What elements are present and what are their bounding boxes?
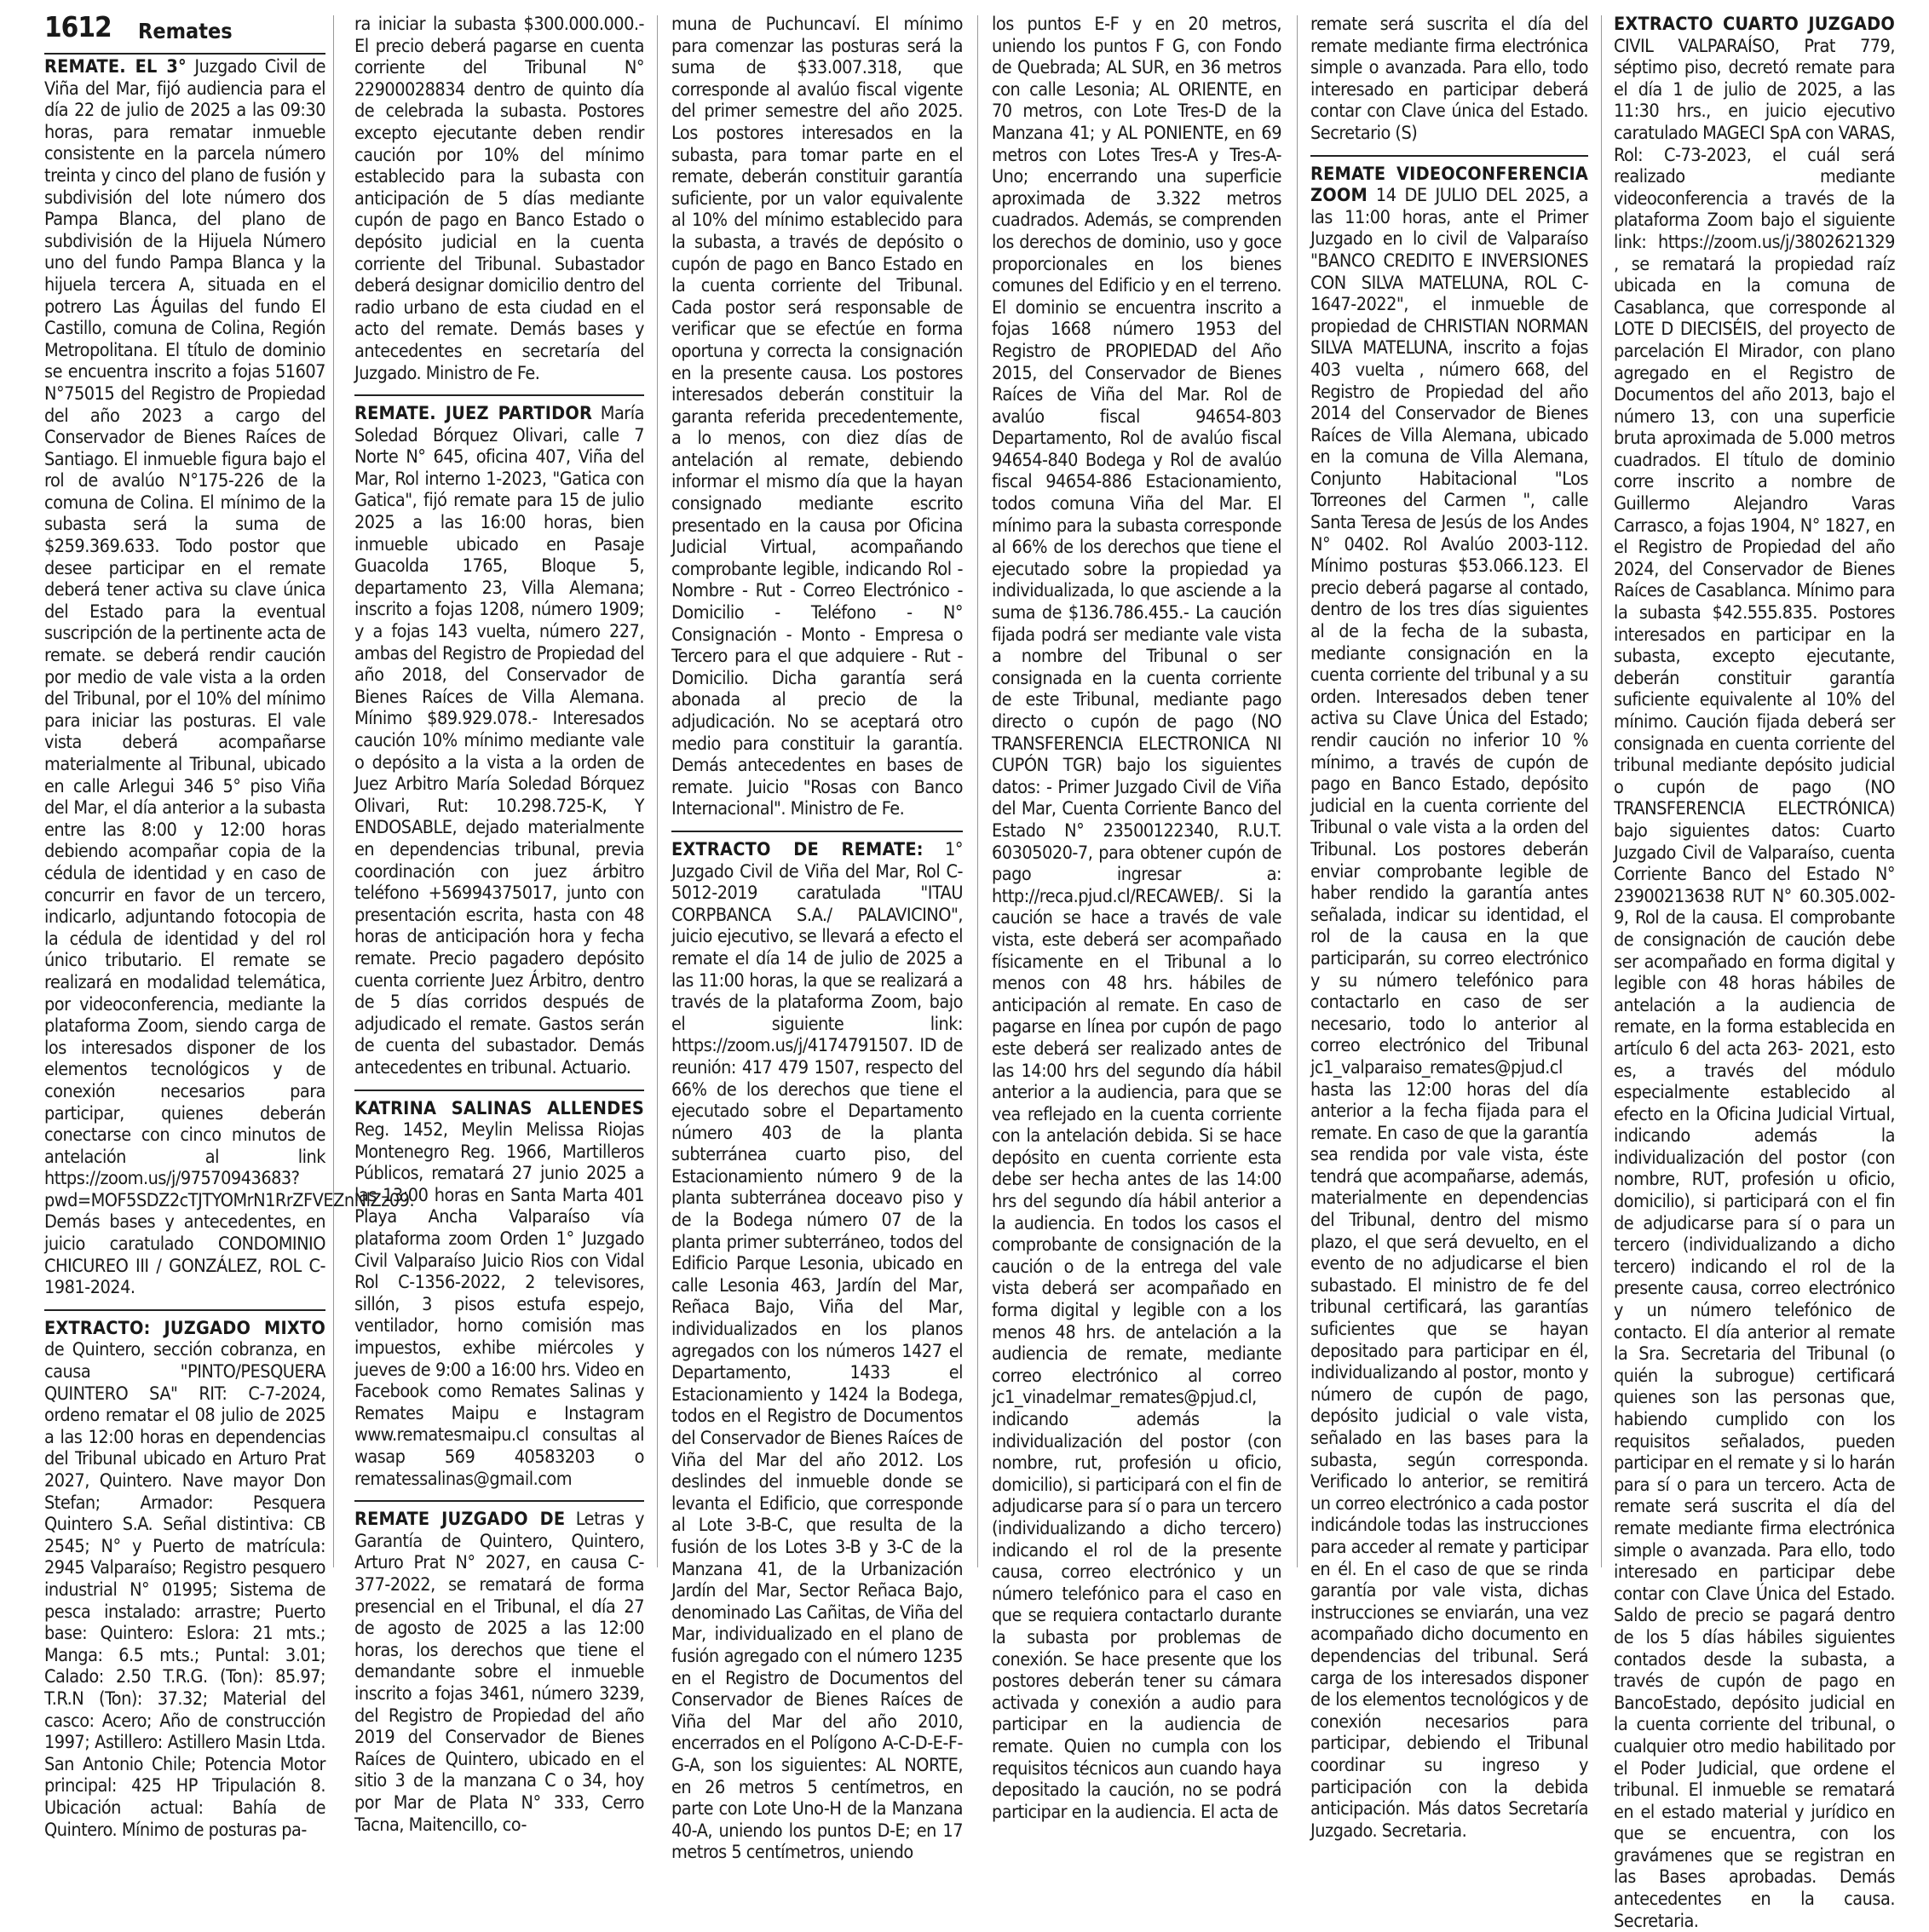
column-1 — [44, 56, 415, 1841]
notice-body: muna de Puchuncaví. El mínimo para comenzar las posturas será la suma de $33.007.318, que corresponde al avalúo fiscal vigente del primer semestre del año 2025. Los postores interesados en la subasta, para tomar parte en el remate, deberán constituir garantía suficiente, por un valor equivalente al 10% del mínimo establecido para la subasta, a través de depósito o cupón de pago en Banco Estado en la cuenta corriente del Tribunal. Cada postor será responsable de verificar que se efectúe en forma oportuna y correcta la consignación en la presente causa. Los postores interesados deberán constituir la garanta referida precedentemente, a lo menos, con diez días de antelación al remate, debiendo informar el mismo día que la hayan consignado mediante escrito presentado en la causa por Oficina Judicial Virtual, acompañando comprobante legible, indicando Rol - Nombre - Rut - Correo Electrónico - Domicilio - Teléfono - N° Consignación - Monto - Empresa o Tercero para el que adquiere - Rut - Domicilio. Dicha garantía será abonada al precio de la adjudicación. No se aceptará otro medio para constituir la garantía. Demás antecedentes en bases de remate. Juicio "Rosas con Banco Internacional". Ministro de Fe. — [671, 14, 963, 820]
notice-headline: EXTRACTO DE REMATE: — [671, 838, 924, 860]
notice — [354, 1509, 644, 1836]
notice-separator — [354, 394, 644, 396]
notice-body: 1° Juzgado Civil de Viña del Mar, Rol C-5012-2019 caratulada "ITAU CORPBANCA S.A./ PALAVICINO", juicio ejecutivo, se llevará a efecto el remate el día 14 de julio de 2025 a las 11:00 horas, la que se realizará a través de la plataforma Zoom, bajo el siguiente link: https://zoom.us/j/4174791507. ID de reunión: 417 479 1507, respecto del 66% de los derechos que tiene el ejecutado sobre el Departamento número 403 de la planta subterránea cuarto piso, del Estacionamiento número 9 de la planta subterránea doceavo piso y de la Bodega número 07 de la planta primer subterráneo, todos del Edificio Parque Lesonia, ubicado en calle Lesonia 463, Jardín del Mar, Reñaca Bajo, Viña del Mar, individualizados en los planos agregados con los números 1427 el Departamento, 1433 el Estacionamiento y 1424 la Bodega, todos en el Registro de Documentos del Conservador de Bienes Raíces de Viña del Mar del año 2012. Los deslindes del inmueble donde se levanta el Edificio, que corresponde al Lote 3-B-C, que resulta de la fusión de los Lotes 3-B y 3-C de la Manzana 41, de la Urbanización Jardín del Mar, Sector Reñaca Bajo, denominado Las Cañitas, de Viña del Mar, individualizado en el plano de fusión agregado con el número 1235 en el Registro de Documentos del Conservador de Bienes Raíces de Viña del Mar del año 2010, encerrados en el Polígono A-C-D-E-F-G-A, son los siguientes: AL NORTE, en 26 metros 5 centímetros, en parte con Lote Uno-H de la Manzana 40-A, uniendo los puntos D-E; en 17 metros 5 centímetros, uniendo — [671, 838, 963, 1864]
notice-headline: REMATE VIDEOCONFERENCIA ZOOM — [1310, 163, 1588, 207]
column-3 — [671, 14, 963, 1864]
notice — [1310, 14, 1588, 145]
notice-headline: EXTRACTO CUARTO JUZGADO — [1614, 14, 1895, 35]
notice — [44, 1318, 325, 1841]
notice-body: remate será suscrita el día del remate mediante firma electrónica simple o avanzada. Para ello, todo interesado en participar deberá contar con Clave única del Estado. Secretario (S) — [1310, 14, 1588, 144]
column-divider — [1601, 15, 1602, 1567]
notice — [671, 14, 963, 820]
notice — [1614, 14, 1895, 1932]
notice-headline: KATRINA SALINAS ALLENDES — [354, 1097, 644, 1119]
section-title: Remates — [138, 19, 233, 43]
header-rule — [44, 53, 325, 55]
column-divider — [1297, 15, 1298, 1567]
notice — [354, 1098, 644, 1491]
column-divider — [657, 15, 658, 1567]
notice — [671, 839, 963, 1864]
notice-separator — [1310, 155, 1588, 157]
notice-separator — [354, 1090, 644, 1091]
notice — [992, 14, 1281, 1823]
notice-headline: REMATE JUZGADO DE — [354, 1509, 566, 1531]
notice-body: Juzgado Civil de Viña del Mar, fijó audiencia para el día 22 de julio de 2025 a las 09:30 horas, para rematar inmueble consistente en la parcela número treinta y cinco del plano de fusión y subdivisión del lote número dos Pampa Blanca, del plano de subdivisión de la Hijuela Número uno del fundo Pampa Blanca y la hijuela tercera A, situada en el potrero Las Águilas del fundo El Castillo, comuna de Colina, Región Metropolitana. El título de dominio se encuentra inscrito a fojas 51607 N°75015 del Registro de Propiedad del año 2023 a cargo del Conservador de Bienes Raíces de Santiago. El inmueble figura bajo el rol de avalúo N°175-226 de la comuna de Colina. El mínimo de la subasta será la suma de $259.369.633. Todo postor que desee participar en el remate deberá tener activa su clave única del Estado para la eventual suscripción de la pertinente acta de remate. se deberá rendir caución por medio de vale vista a la orden del Tribunal, por el 10% del mínimo para iniciar las posturas. El vale vista deberá acompañarse materialmente al Tribunal, ubicado en calle Arlegui 346 5° piso Viña del Mar, el día anterior a la subasta entre las 8:00 y 12:00 horas debiendo acompañar copia de la cédula de identidad y en caso de concurrir en favor de un tercero, indicarlo, adjuntando fotocopia de la cédula de identidad y del rol único tributario. El remate se realizará en modalidad telemática, por videoconferencia, mediante la plataforma Zoom, siendo carga de los interesados disponer de los elementos tecnológicos y de conexión necesarios para participar, quienes deberán conectarse con cinco minutos de antelación al link https://zoom.us/j/97570943683?pwd=MOF5SDZ2cTJTYOMrN1RrZFVEZnNlZz09. Demás bases y antecedentes, en juicio caratulado CONDOMINIO CHICUREO III / GONZÁLEZ, ROL C-1981-2024. — [44, 56, 415, 1299]
notice — [354, 14, 644, 384]
column-4 — [992, 14, 1281, 1823]
notice-body: de Quintero, sección cobranza, en causa "PINTO/PESQUERA QUINTERO SA" RIT: C-7-2024, ordeno rematar el 08 julio de 2025 a las 12:00 horas en dependencias del Tribunal ubicado en Arturo Prat 2027, Quintero. Nave mayor Don Stefan; Armador: Pesquera Quintero S.A. Señal distintiva: CB 2545; N° y Puerto de matrícula: 2945 Valparaíso; Registro pesquero industrial N° 01995; Sistema de pesca instalado: arrastre; Puerto base: Quintero: Eslora: 21 mts.; Manga: 6.5 mts.; Puntal: 3.01; Calado: 2.50 T.R.G. (Ton): 85.97; T.R.N (Ton): 37.32; Material del casco: Acero; Año de construcción 1997; Astillero: Astillero Masin Ltda. San Antonio Chile; Potencia Motor principal: 425 HP Tripulación 8. Ubicación actual: Bahía de Quintero. Mínimo de posturas pa- — [44, 1339, 325, 1841]
notice-body: Reg. 1452, Meylin Melissa Riojas Montenegro Reg. 1966, Martilleros Públicos, rematará 27 junio 2025 a las 13:00 horas en Santa Marta 401 Playa Ancha Valparaíso vía plataforma zoom Orden 1° Juzgado Civil Valparaíso Juicio Rios con Vidal Rol C-1356-2022, 2 televisores, sillón, 3 pisos estufa espejo, ventilador, horno comisión mas impuestos, exhibe miércoles y jueves de 9:00 a 16:00 hrs. Video en Facebook como Remates Salinas y Remates Maipu e Instagram www.rematesmaipu.cl consultas al wasap 569 40583203 o rematessalinas@gmail.com — [354, 1119, 644, 1490]
notice — [354, 403, 644, 1078]
notice-separator — [44, 1309, 325, 1311]
notice-separator — [354, 1500, 644, 1502]
column-5 — [1310, 14, 1588, 1842]
notice-body: 14 DE JULIO DEL 2025, a las 11:00 horas, ante el Primer Juzgado en lo civil de Valparaíso "BANCO CREDITO E INVERSIONES CON SILVA MATELUNA, ROL C-1647-2022", el inmueble de propiedad de CHRISTIAN NORMAN SILVA MATELUNA, inscrito a fojas 403 vuelta , número 668, del Registro de Propiedad del año 2014 del Conservador de Bienes Raíces de Villa Alemana, ubicado en la comuna de Villa Alemana, Conjunto Habitacional "Los Torreones del Carmen ", calle Santa Teresa de Jesús de los Andes N° 0402. Rol Avalúo 2003-112. Mínimo posturas $53.066.123. El precio deberá pagarse al contado, dentro de los tres días siguientes al de la fecha de la subasta, mediante consignación en la cuenta corriente del tribunal y a su orden. Interesados deben tener activa su Clave Única del Estado; rendir caución no inferior 10 % mínimo, a través de cupón de pago en Banco Estado, depósito judicial en la cuenta corriente del Tribunal o vale vista a la orden del Tribunal. Los postores deberán enviar comprobante legible de haber rendido la garantía antes señalada, indicar su identidad, el rol de la causa en la que participarán, su correo electrónico y su número telefónico para contactarlo en caso de ser necesario, todo lo anterior al correo electrónico del Tribunal jc1_valparaiso_remates@pjud.cl hasta las 12:00 horas del día anterior a la fecha fijada para el remate. En caso de que la garantía sea rendida por vale vista, éste tendrá que acompañarse, además, materialmente en dependencias del Tribunal, dentro del mismo plazo, el que será devuelto, en el evento de no adjudicarse el bien subastado. El ministro de fe del tribunal certificará, las garantías suficientes que se hayan depositado para participar en él, individualizando al postor, monto y número de cupón de pago, depósito judicial o vale vista, señalado en las bases para la subasta, según corresponda. Verificado lo anterior, se remitirá un correo electrónico a cada postor indicándole todas las instrucciones para acceder al remate y participar en él. En el caso de que se rinda garantía por vale vista, dichas instrucciones se enviarán, una vez acompañado dicho documento en dependencias del tribunal. Será carga de los interesados disponer de los elementos tecnológicos y de conexión necesarios para participar, debiendo el Tribunal coordinar su ingreso y participación con la debida anticipación. Más datos Secretaría Juzgado. Secretaria. — [1310, 185, 1588, 1842]
notice-body: Letras y Garantía de Quintero, Quintero, Arturo Prat N° 2027, en causa C-377-2022, se rematará de forma presencial en el Tribunal, el día 27 de agosto de 2025 a las 12:00 horas, los derechos que tiene el demandante sobre el inmueble inscrito a fojas 3461, número 3239, del Registro de Propiedad del año 2019 del Conservador de Bienes Raíces de Quintero, ubicado en el sitio 3 de la manzana C o 34, hoy por Mar de Plata N° 333, Cerro Tacna, Maitencillo, co- — [354, 1509, 644, 1836]
notice-body: CIVIL VALPARAÍSO, Prat 779, séptimo piso, decretó remate para el día 1 de julio de 2025, a las 11:30 hrs., en juicio ejecutivo caratulado MAGECI SpA con VARAS, Rol: C-73-2023, el cuál será realizado mediante videoconferencia a través de la plataforma Zoom bajo el siguiente link: https://zoom.us/j/3802621329 , se rematará la propiedad raíz ubicada en la comuna de Casablanca, que corresponde al LOTE D DIECISÉIS, del proyecto de parcelación El Mirador, con plano agregado en el Registro de Documentos del año 2013, bajo el número 13, con una superficie bruta aproximada de 5.000 metros cuadrados. El título de dominio corre inscrito a nombre de Guillermo Alejandro Varas Carrasco, a fojas 1904, N° 1827, en el Registro de Propiedad del año 2024, del Conservador de Bienes Raíces de Casablanca. Mínimo para la subasta $42.555.835. Postores interesados en participar en la subasta, excepto ejecutante, deberán constituir garantía suficiente equivalente al 10% del mínimo. Caución fijada deberá ser consignada en cuenta corriente del tribunal mediante depósito judicial o cupón de pago (NO TRANSFERENCIA ELECTRÓNICA) bajo siguientes datos: Cuarto Juzgado Civil de Valparaíso, cuenta Corriente Banco del Estado N° 23900213638 RUT N° 60.305.002-9, Rol de la causa. El comprobante de consignación de caución debe ser acompañado en forma digital y legible con 48 horas hábiles de antelación a la audiencia de remate, en la forma establecida en artículo 6 del acta 263- 2021, esto es, a través del módulo especialmente establecido al efecto en la Oficina Judicial Virtual, indicando además la individualización del postor (con nombre, RUT, profesión u oficio, domicilio), si participará con el fin de adjudicarse para sí o para un tercero (individualizando a dicho tercero) indicando el rol de la presente causa, correo electrónico y un número telefónico de contacto. El día anterior al remate la Sra. Secretaria del Tribunal (o quién la subrogue) certificará quienes son las personas que, habiendo cumplido con los requisitos señalados, pueden participar en el remate y si lo harán para sí o para un tercero. Acta de remate será suscrita el día del remate mediante firma electrónica simple o avanzada. Para ello, todo interesado en participar debe contar con Clave Única del Estado. Saldo de precio se pagará dentro de los 5 días hábiles siguientes contados desde la subasta, a través de cupón de pago en BancoEstado, depósito judicial en la cuenta corriente del tribunal, o cualquier otro medio habilitado por el Poder Judicial, que ordene el tribunal. El inmueble se rematará en el estado material y jurídico en que se encuentra, con los gravámenes que se registran en las Bases aprobadas. Demás antecedentes en la causa. Secretaria. — [1614, 35, 1895, 1932]
notice-body: María Soledad Bórquez Olivari, calle 7 Norte N° 645, oficina 407, Viña del Mar, Rol interno 1-2023, "Gatica con Gatica", fijó remate para 15 de julio 2025 a las 16:00 horas, bien inmueble ubicado en Pasaje Guacolda 1765, Bloque 5, departamento 23, Villa Alemana; inscrito a fojas 1208, número 1909; y a fojas 143 vuelta, número 227, ambas del Registro de Propiedad del año 2018, del Conservador de Bienes Raíces de Villa Alemana. Mínimo $89.929.078.- Interesados caución 10% mínimo mediante vale o depósito a la vista a la orden de Juez Arbitro María Soledad Bórquez Olivari, Rut: 10.298.725-K, Y ENDOSABLE, dejado materialmente en dependencias tribunal, previa coordinación con juez árbitro teléfono +56994375017, junto con presentación escrita, hasta con 48 horas de anticipación hora y fecha remate. Precio pagadero depósito cuenta corriente Juez Árbitro, dentro de 5 días corridos después de adjudicado el remate. Gastos serán de cuenta del subastador. Demás antecedentes en tribunal. Actuario. — [354, 403, 644, 1078]
column-divider — [977, 15, 978, 1567]
notice-headline: EXTRACTO: JUZGADO MIXTO — [44, 1317, 325, 1339]
notice-headline: REMATE. EL 3° — [44, 56, 187, 78]
notice — [1310, 164, 1588, 1843]
column-divider — [333, 15, 334, 1567]
page-number: 1612 — [44, 10, 112, 43]
notice — [44, 56, 415, 1299]
notice-separator — [671, 831, 963, 832]
notice-body: los puntos E-F y en 20 metros, uniendo los puntos F G, con Fondo de Quebrada; AL SUR, en 36 metros con calle Lesonia; AL ORIENTE, en 70 metros, con Lote Tres-D de la Manzana 41; y AL PONIENTE, en 69 metros con Lotes Tres-A y Tres-A-Uno; encerrando una superficie aproximada de 3.322 metros cuadrados. Además, se comprenden los derechos de dominio, uso y goce proporcionales en los bienes comunes del Edificio y en el terreno. El dominio se encuentra inscrito a fojas 1668 número 1953 del Registro de PROPIEDAD del Año 2015, del Conservador de Bienes Raíces de Viña del Mar. Rol de avalúo fiscal 94654-803 Departamento, Rol de avalúo fiscal 94654-840 Bodega y Rol de avalúo fiscal 94654-886 Estacionamiento, todos comuna Viña del Mar. El mínimo para la subasta corresponde al 66% de los derechos que tiene el ejecutado sobre la propiedad ya individualizada, lo que asciende a la suma de $136.786.455.- La caución fijada podrá ser mediante vale vista a nombre del Tribunal o ser consignada en la cuenta corriente de este Tribunal, mediante pago directo o cupón de pago (NO TRANSFERENCIA ELECTRONICA NI CUPÓN TGR) bajo los siguientes datos: - Primer Juzgado Civil de Viña del Mar, Cuenta Corriente Banco del Estado N° 23500122340, R.U.T. 60305020-7, para obtener cupón de pago ingresar a: http://reca.pjud.cl/RECAWEB/. Si la caución se hace a través de vale vista, este deberá ser acompañado físicamente en el Tribunal a lo menos con 48 hrs. hábiles de anticipación al remate. En caso de pagarse en línea por cupón de pago este deberá ser realizado antes de las 14:00 hrs del segundo día hábil anterior a la audiencia, para que se vea reflejado en la cuenta corriente con la antelación debida. Si se hace depósito en cuenta corriente esta debe ser hecha antes de las 14:00 hrs del segundo día hábil anterior a la audiencia. En todos los casos el comprobante de consignación de la caución o de la entrega del vale vista deberá ser acompañado en forma digital y legible con a los menos 48 hrs. de antelación a la audiencia de remate, mediante correo electrónico al correo jc1_vinadelmar_remates@pjud.cl, indicando además la individualización del postor (con nombre, rut, profesión u oficio, domicilio), si participará con el fin de adjudicarse para sí o para un tercero (individualizando a dicho tercero) indicando el rol de la presente causa, correo electrónico y un número telefónico para el caso en que se requiera contactarlo durante la subasta por problemas de conexión. Se hace presente que los postores deberán tener su cámara activada y conexión a audio para participar en la audiencia de remate. Quien no cumpla con los requisitos técnicos aun cuando haya depositado la caución, no se podrá participar en la audiencia. El acta de — [992, 14, 1281, 1823]
column-6 — [1614, 14, 1895, 1932]
column-2 — [354, 14, 644, 1836]
notice-headline: REMATE. JUEZ PARTIDOR — [354, 403, 593, 425]
notice-body: ra iniciar la subasta $300.000.000.- El precio deberá pagarse en cuenta corriente del Tribunal N° 22900028834 dentro de quinto día de celebrada la subasta. Postores excepto ejecutante deben rendir caución por 10% del mínimo establecido para la subasta con anticipación de 5 días mediante cupón de pago en Banco Estado o depósito judicial en la cuenta corriente del Tribunal. Subastador deberá designar domicilio dentro del radio urbano de esta ciudad en el acto del remate. Demás bases y antecedentes en secretaría del Juzgado. Ministro de Fe. — [354, 14, 644, 384]
